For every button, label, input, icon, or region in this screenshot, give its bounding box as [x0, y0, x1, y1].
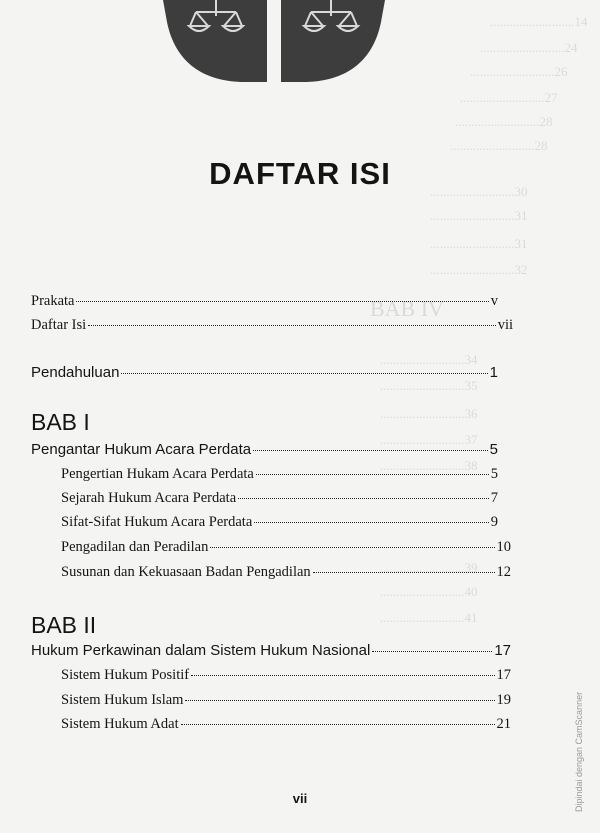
scanner-watermark: Dipindai dengan CamScanner: [574, 691, 584, 812]
leader-dots: [238, 498, 489, 499]
leader-dots: [254, 522, 488, 523]
toc-subentry: [61, 716, 511, 733]
toc-entry-daftar-isi: [31, 317, 513, 334]
toc-page: 9: [490, 514, 498, 530]
toc-entry-pendahuluan: [31, 364, 498, 381]
toc-label: Sistem Hukum Islam: [61, 692, 184, 708]
toc-chapter-2: [31, 642, 511, 659]
page-number: vii: [292, 791, 308, 806]
toc-label: Susunan dan Kekuasaan Badan Pengadilan: [61, 564, 311, 580]
toc-label: Sifat-Sifat Hukum Acara Perdata: [61, 514, 253, 530]
toc-page: 17: [496, 667, 511, 683]
leader-dots: [313, 572, 495, 573]
chapter-heading-bab-2: BAB II: [31, 612, 97, 638]
leader-dots: [191, 675, 494, 676]
leader-dots: [88, 325, 496, 326]
leader-dots: [121, 373, 487, 374]
toc-page: vii: [497, 317, 513, 333]
toc-label: Daftar Isi: [31, 317, 87, 333]
toc-subentry: [61, 539, 511, 556]
toc-subentry: [61, 490, 498, 507]
leader-dots: [256, 474, 489, 475]
toc-subentry: [61, 466, 498, 483]
toc-page: 10: [496, 539, 511, 555]
bleed-through: ..........................14 ..........................24 ..........................26 ..........................27 ..........................28 ..........................28 ..........................30 ..........................31 ..........................31 ..........................32 BAB IV ..........................34 ..........................35 ..........................36 ..........................37 ..........................38 ..........................39 ..........................40 ..........................41: [370, 14, 588, 625]
leader-dots: [253, 450, 488, 451]
toc-label: Pengantar Hukum Acara Perdata: [31, 441, 252, 458]
toc-subentry: [61, 514, 498, 531]
toc-label: Sistem Hukum Positif: [61, 667, 190, 683]
toc-page: 7: [490, 490, 498, 506]
toc-label: Pendahuluan: [31, 364, 120, 381]
logo-scales-icon: [163, 0, 393, 82]
toc-subentry: [61, 667, 511, 684]
toc-subentry: [61, 692, 511, 709]
page-title: DAFTAR ISI: [209, 156, 391, 191]
toc-label: Pengadilan dan Peradilan: [61, 539, 209, 555]
toc-chapter-1: [31, 441, 498, 458]
leader-dots: [76, 301, 488, 302]
toc-page: v: [490, 293, 498, 309]
toc-page: 5: [490, 466, 498, 482]
toc-label: Sistem Hukum Adat: [61, 716, 179, 732]
toc-page: 19: [496, 692, 511, 708]
toc-label: Pengertian Hukam Acara Perdata: [61, 466, 254, 482]
toc-page: 1: [489, 364, 498, 381]
toc-subentry: [61, 564, 511, 581]
toc-page: 12: [496, 564, 511, 580]
leader-dots: [185, 700, 494, 701]
toc-entry-prakata: [31, 293, 498, 310]
toc-page: 17: [494, 642, 511, 659]
leader-dots: [181, 724, 495, 725]
toc-label: Hukum Perkawinan dalam Sistem Hukum Nasional: [31, 642, 371, 659]
leader-dots: [372, 651, 492, 652]
leader-dots: [210, 547, 494, 548]
toc-page: 21: [496, 716, 511, 732]
toc-label: Prakata: [31, 293, 75, 309]
chapter-heading-bab-1: BAB I: [31, 409, 90, 435]
toc-label: Sejarah Hukum Acara Perdata: [61, 490, 237, 506]
toc-page: 5: [489, 441, 498, 458]
